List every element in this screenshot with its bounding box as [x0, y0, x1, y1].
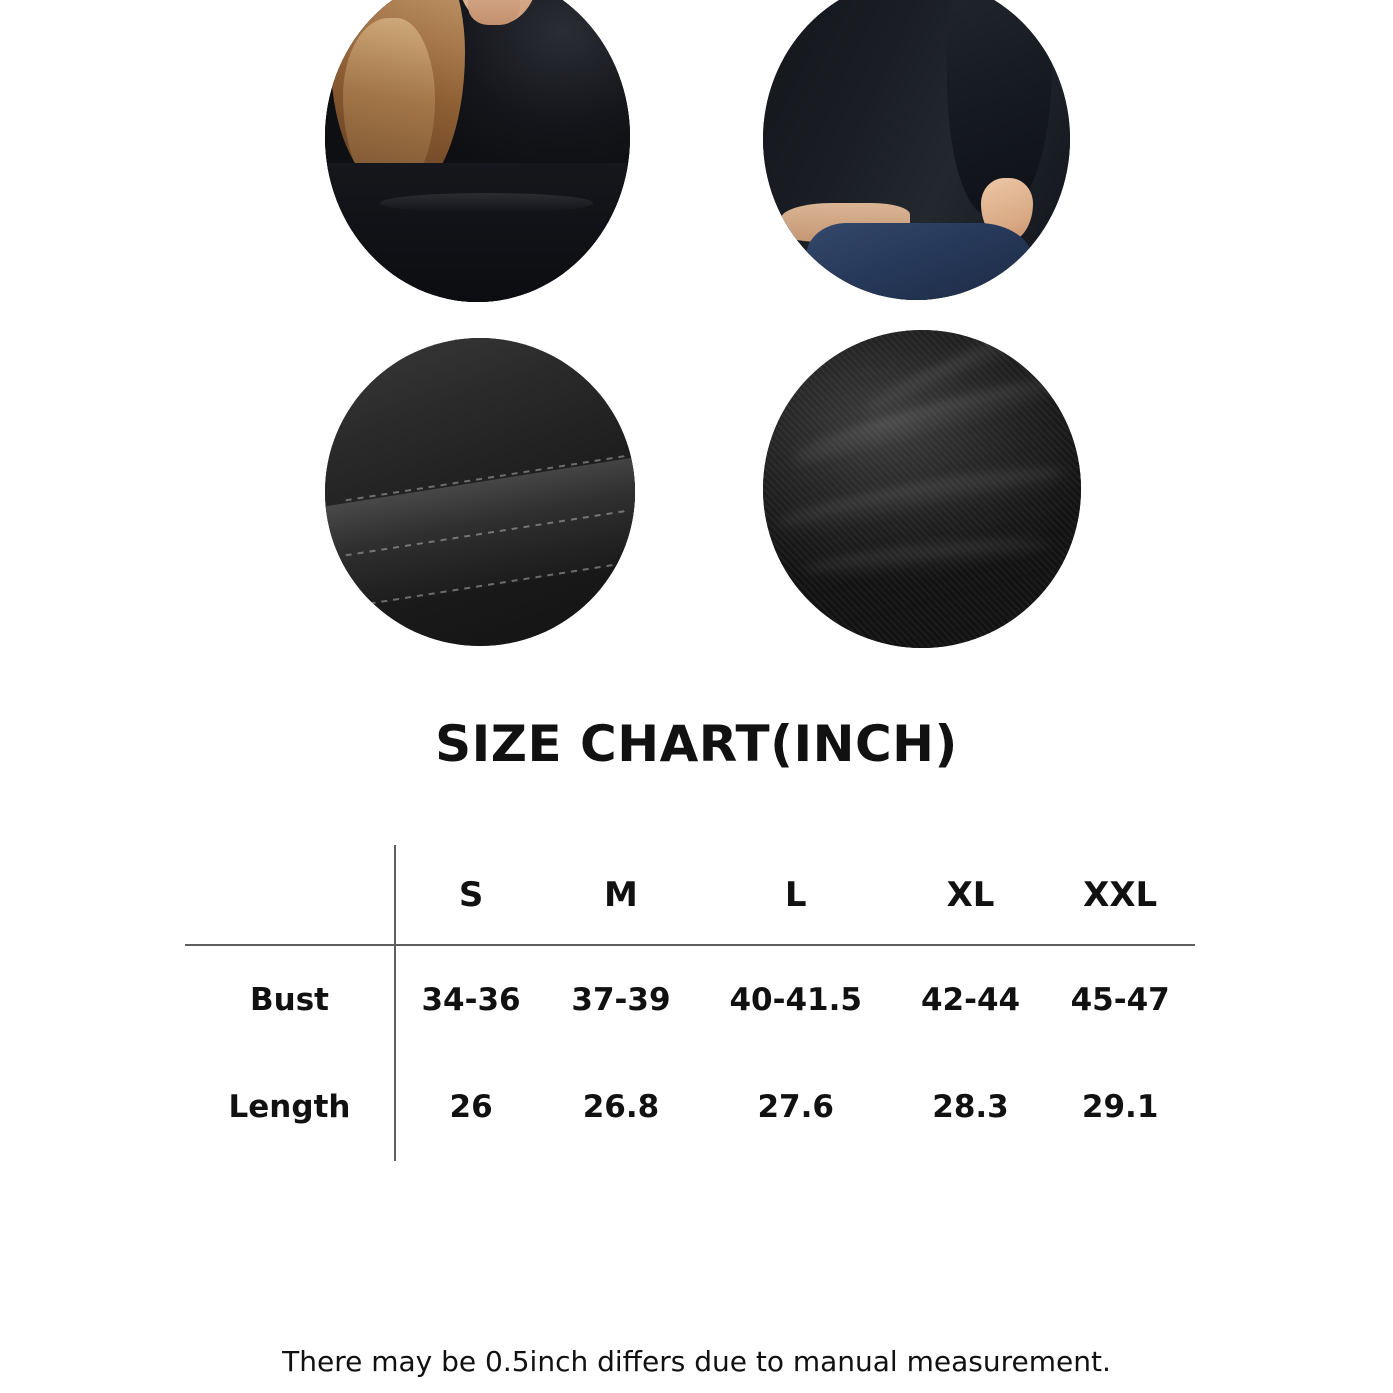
table-row-bust [185, 945, 1195, 1053]
table-header [185, 845, 1195, 945]
length-l: 27.6 [757, 1089, 834, 1125]
garment-hemline-highlight [380, 193, 594, 213]
length-s: 26 [449, 1089, 493, 1125]
size-header-s: S [458, 874, 484, 915]
size-chart-title: SIZE CHART(INCH) [435, 715, 958, 773]
bust-xl: 42-44 [920, 981, 1021, 1018]
table-corner-cell [185, 845, 395, 945]
bust-xxl: 45-47 [1070, 981, 1170, 1018]
model-jeans [806, 223, 1033, 300]
sleeve-hem-closeup [763, 0, 1070, 300]
hem-stitching-closeup [325, 338, 635, 646]
table-header-row [185, 845, 1195, 945]
size-header-xl: XL [946, 874, 995, 915]
fabric-texture-closeup [763, 330, 1081, 648]
row-label-bust: Bust [185, 945, 395, 1053]
bust-m: 37-39 [571, 981, 671, 1018]
bust-s: 34-36 [421, 981, 521, 1018]
row-label-length: Length [185, 1053, 395, 1161]
measurement-disclaimer: There may be 0.5inch differs due to manual measurement. [282, 1345, 1111, 1378]
table-row-length [185, 1053, 1195, 1161]
table-body [185, 945, 1195, 1161]
model-neckline-closeup [325, 0, 630, 302]
length-xl: 28.3 [932, 1089, 1009, 1125]
size-header-l: L [784, 874, 807, 915]
product-photo-collage [0, 0, 1393, 670]
length-xxl: 29.1 [1081, 1089, 1159, 1125]
garment-body [325, 163, 630, 302]
size-header-m: M [604, 874, 638, 915]
bust-l: 40-41.5 [729, 981, 862, 1018]
length-m: 26.8 [582, 1089, 660, 1125]
size-header-xxl: XXL [1083, 874, 1158, 915]
size-chart-table [185, 845, 1195, 1161]
